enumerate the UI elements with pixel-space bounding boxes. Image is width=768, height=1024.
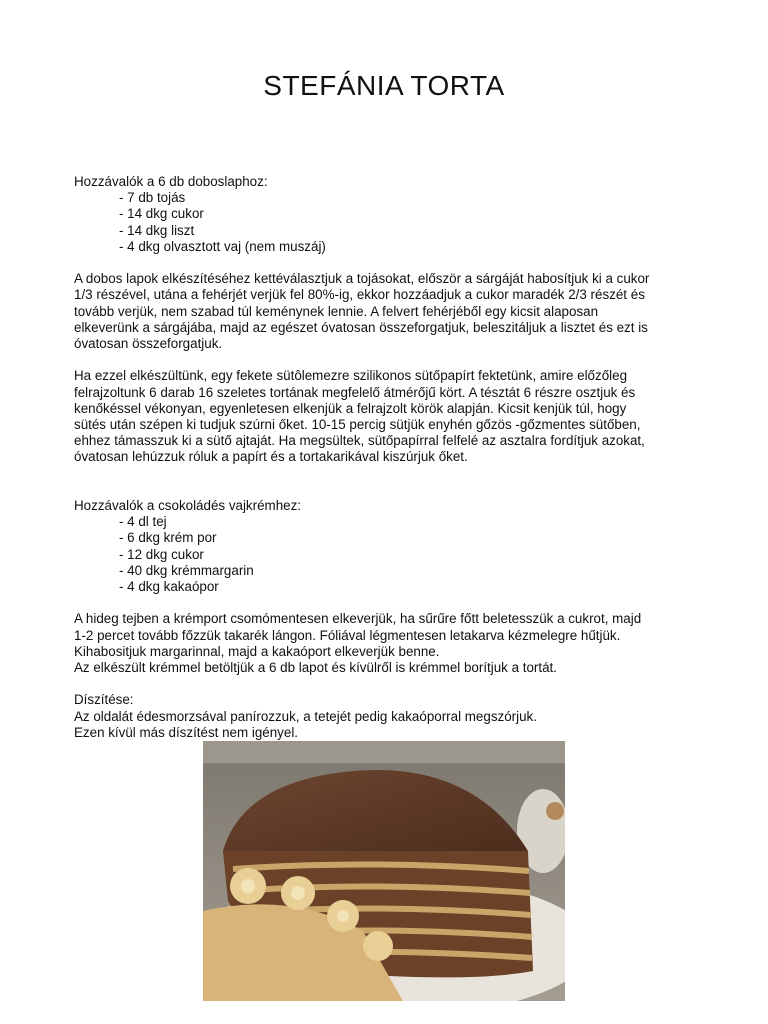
decoration-heading: Díszítése: xyxy=(74,692,134,708)
ingredient-item: - 4 dl tej xyxy=(119,514,167,530)
ingredient-item: - 14 dkg liszt xyxy=(119,222,195,238)
paragraph-line: kenőkéssel vékonyan, egyenletesen elkenjük a felrajzolt körök alapján. Kicsit kenjük túl, hogy xyxy=(74,400,627,416)
decoration-line: Az oldalát édesmorzsával panírozzuk, a tetejét pedig kakaóporral megszórjuk. xyxy=(74,708,537,724)
paragraph-line: óvatosan lehúzzuk róluk a papírt és a tortakarikával kiszúrjuk őket. xyxy=(74,449,468,465)
ingredient-item: - 40 dkg krémmargarin xyxy=(119,562,254,578)
ingredient-item: - 12 dkg cukor xyxy=(119,546,204,562)
decoration-line: Ezen kívül más díszítést nem igényel. xyxy=(74,724,299,740)
paragraph-line: Ha ezzel elkészültünk, egy fekete sütôlemezre szilikonos sütőpapírt fektetünk, amire előzőleg xyxy=(74,368,628,384)
paragraph-line: A dobos lapok elkészítéséhez kettéválasztjuk a tojásokat, először a sárgáját habosítjuk ki a cukor xyxy=(74,271,650,287)
ingredients-heading-sheets: Hozzávalók a 6 db doboslaphoz: xyxy=(74,174,268,189)
ingredient-item: - 7 db tojás xyxy=(119,190,186,206)
ingredient-item: - 4 dkg kakaópor xyxy=(119,579,219,595)
ingredients-heading-cream: Hozzávalók a csokoládés vajkrémhez: xyxy=(74,498,302,514)
recipe-body xyxy=(74,174,714,741)
paragraph-line: A hideg tejben a krémport csomómentesen elkeverjük, ha sűrűre főtt beletesszük a cukrot, majd xyxy=(74,611,642,627)
page-title: STEFÁNIA TORTA xyxy=(263,70,505,101)
ingredient-item: - 6 dkg krém por xyxy=(119,530,217,546)
ingredient-item: - 4 dkg olvasztott vaj (nem muszáj) xyxy=(119,238,326,254)
paragraph-line: felrajzoltunk 6 darab 16 szeletes tortának megfelelő átmérőjű kört. A tésztát 6 részre osztjuk és xyxy=(74,384,636,400)
paragraph-line: ehhez támasszuk ki a sütő ajtaját. Ha megsültek, sütőpapírral felfelé az asztalra fordítjuk azokat, xyxy=(74,433,645,449)
ingredient-item: - 14 dkg cukor xyxy=(119,206,204,222)
paragraph-line: elkeverünk a sárgájába, majd az egészet óvatosan összeforgatjuk, beleszitáljuk a lisztet és ezt is xyxy=(74,319,648,335)
paragraph-line: 1/3 részével, utána a fehérjét verjük fel 80%-ig, ekkor hozzáadjuk a cukor maradék 2/3 részét és xyxy=(74,287,645,303)
paragraph-line: óvatosan összeforgatjuk. xyxy=(74,336,223,352)
paragraph-line: tovább verjük, nem szabad túl keménynek lennie. A felvert fehérjéből egy kicsit alaposan xyxy=(74,303,599,319)
paragraph-line: sütés után szépen ki tudjuk szúrni őket. 10-15 percig sütjük enyhén gőzös -gőzmentes sütőben, xyxy=(74,417,641,433)
paragraph-line: 1-2 percet tovább főzzük takarék lángon. Fóliával légmentesen letakarva kézmelegre hűtjük. xyxy=(74,627,621,643)
paragraph-line: Az elkészült krémmel betöltjük a 6 db lapot és kívülről is krémmel borítjuk a tortát. xyxy=(74,660,557,676)
paragraph-line: Kihabositjuk margarinnal, majd a kakaóport elkeverjük benne. xyxy=(74,643,440,659)
cake-photo xyxy=(203,741,565,1001)
